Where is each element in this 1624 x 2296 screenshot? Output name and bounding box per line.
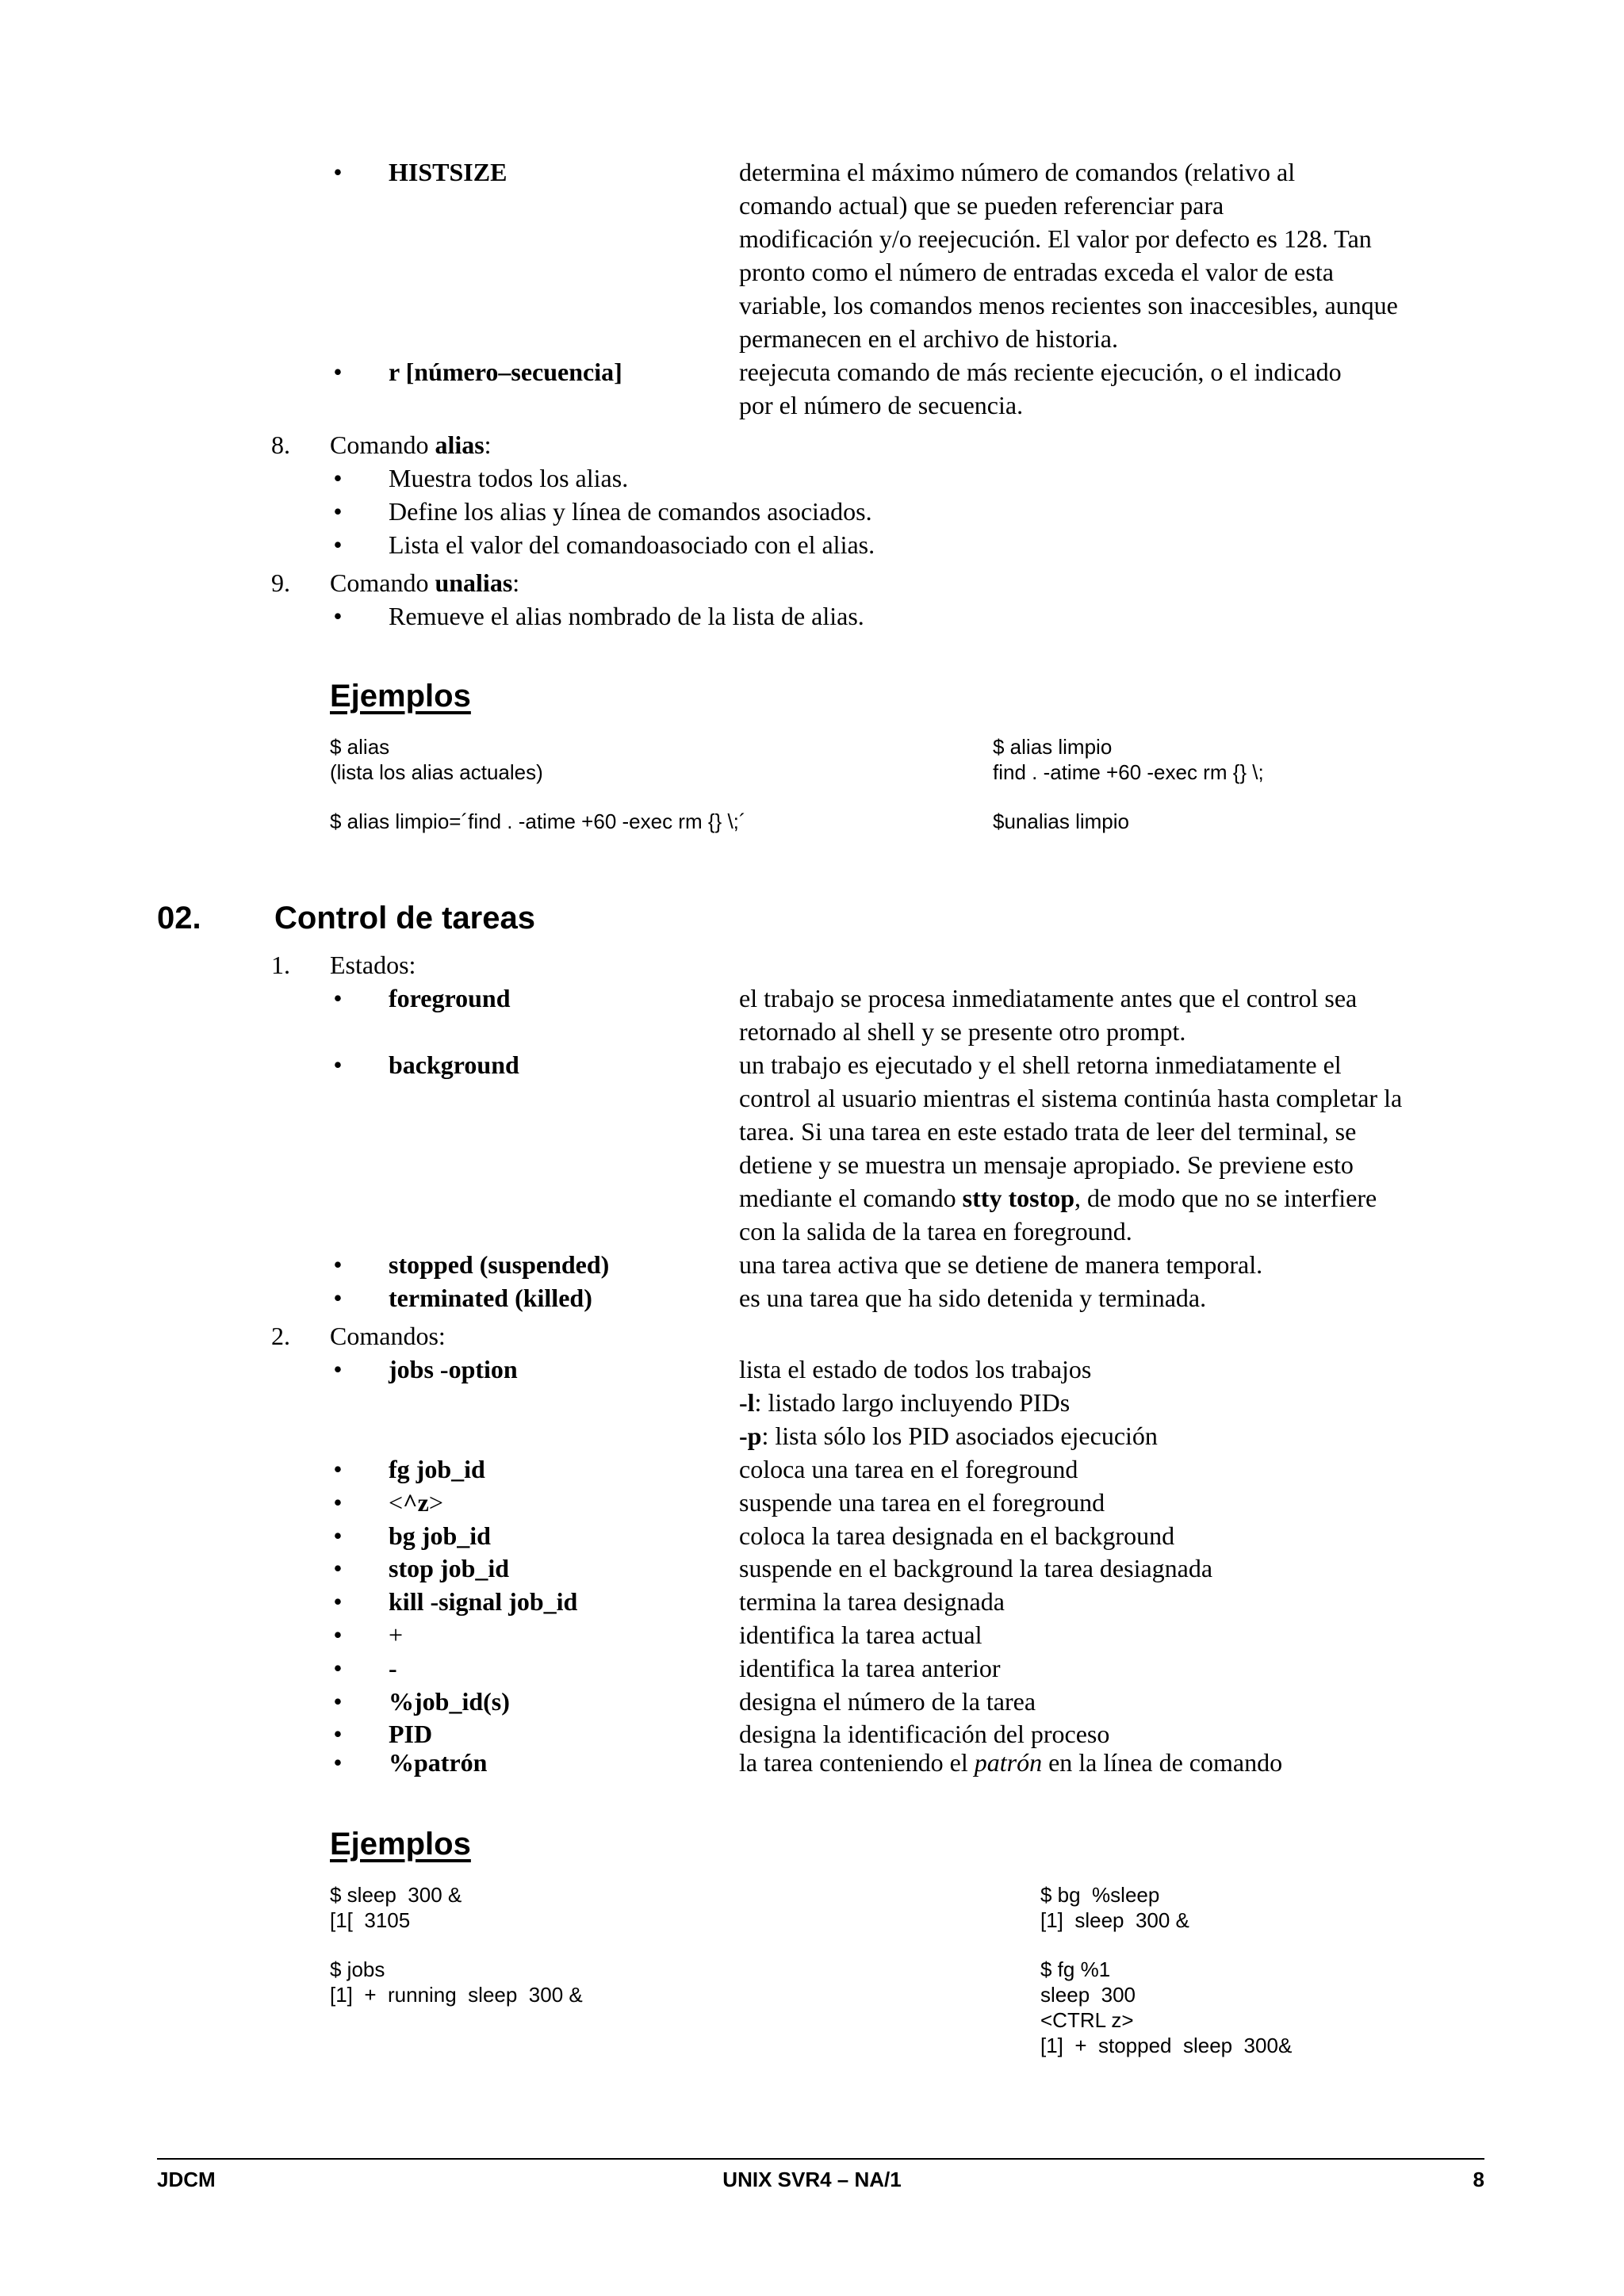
bullet: • [333,602,343,630]
page-number: 8 [1473,2168,1484,2191]
description-line: comando actual) que se pueden referenciar para [739,191,1224,220]
state-term: background [389,1050,519,1079]
command-description [739,1746,1484,1779]
item-label: Comando alias: [330,430,492,459]
section-title: Control de tareas [274,901,535,936]
description-line: detiene y se muestra un mensaje apropiado. Se previene esto [739,1150,1354,1179]
state-term: foreground [389,984,511,1012]
description-line: -p: lista sólo los PID asociados ejecución [739,1422,1158,1450]
description-line: con la salida de la tarea en foreground. [739,1217,1132,1246]
command-term: + [389,1621,404,1649]
bullet: • [333,1488,343,1517]
description-line: la tarea conteniendo el patrón en la línea de comando [739,1748,1283,1777]
footer-title: UNIX SVR4 – NA/1 [722,2168,902,2191]
bullet: • [333,1720,343,1748]
bullet: • [333,1050,343,1079]
bullet: • [333,1455,343,1483]
r-command-term: r [número–secuencia] [389,358,622,386]
histsize-description [739,155,1484,355]
description-line: es una tarea que ha sido detenida y terminada. [739,1284,1207,1312]
item-number: 9. [271,568,290,597]
command-description: designa la identificación del proceso [739,1720,1110,1748]
examples-heading: Ejemplos [330,1827,471,1862]
footer-author: JDCM [157,2168,216,2191]
description-line: modificación y/o reejecución. El valor por defecto es 128. Tan [739,224,1372,253]
bullet: • [333,530,343,559]
bullet: • [333,1284,343,1312]
state-term: terminated (killed) [389,1284,592,1312]
description-line: tarea. Si una tarea en este estado trata de leer del terminal, se [739,1117,1357,1146]
description-line: -l: listado largo incluyendo PIDs [739,1388,1071,1417]
command-description [739,1353,1484,1452]
bullet: • [333,1587,343,1616]
code-example: $ sleep 300 & [1[ 3105 [330,1883,462,1932]
code-example: $ alias (lista los alias actuales) [330,735,543,784]
command-term: fg job_id [389,1455,485,1483]
code-example: $ bg %sleep [1] sleep 300 & [1040,1883,1189,1932]
description-line: pronto como el número de entradas exceda el valor de esta [739,258,1334,286]
bullet-text: Define los alias y línea de comandos asociados. [389,497,872,526]
code-example: $ alias limpio=´find . -atime +60 -exec rm {} \;´ [330,809,746,833]
command-term: %job_id(s) [389,1687,510,1716]
description-line: un trabajo es ejecutado y el shell retorna inmediatamente el [739,1050,1342,1079]
command-description: suspende en el background la tarea desiagnada [739,1554,1213,1582]
r-command-description [739,355,1484,422]
command-description: coloca la tarea designada en el background [739,1521,1175,1550]
command-term: kill -signal job_id [389,1587,578,1616]
description-line: el trabajo se procesa inmediatamente antes que el control sea [739,984,1358,1012]
command-term: stop job_id [389,1554,510,1582]
description-line: lista el estado de todos los trabajos [739,1355,1092,1383]
code-example: $ alias limpio find . -atime +60 -exec rm {} \; [993,735,1264,784]
bullet: • [333,1687,343,1716]
bullet: • [333,1748,343,1777]
command-term: jobs -option [389,1355,518,1383]
bullet: • [333,1355,343,1383]
command-description: identifica la tarea anterior [739,1654,1001,1682]
code-example: $unalias limpio [993,809,1129,833]
bullet: • [333,497,343,526]
code-example: $ fg %1 sleep 300 <CTRL z> [1] + stopped sleep 300& [1040,1957,1293,2057]
description-line: control al usuario mientras el sistema continúa hasta completar la [739,1084,1403,1112]
description-line: reejecuta comando de más reciente ejecución, o el indicado [739,358,1342,386]
item-label: Comandos: [330,1322,446,1350]
command-term: - [389,1654,397,1682]
state-description [739,1281,1484,1314]
command-description: suspende una tarea en el foreground [739,1488,1105,1517]
state-description [739,1048,1484,1248]
command-term: PID [389,1720,433,1748]
examples-heading: Ejemplos [330,679,471,714]
bullet: • [333,1554,343,1582]
code-example: $ jobs [1] + running sleep 300 & [330,1957,583,2007]
item-label: Comando unalias: [330,568,520,597]
section-number: 02. [157,901,201,936]
description-line: por el número de secuencia. [739,391,1024,419]
description-line: mediante el comando stty tostop, de modo que no se interfiere [739,1184,1377,1212]
footer-rule [157,2158,1484,2160]
description-line: variable, los comandos menos recientes son inaccesibles, aunque [739,291,1398,320]
bullet-text: Lista el valor del comandoasociado con el alias. [389,530,875,559]
command-description: designa el número de la tarea [739,1687,1036,1716]
item-number: 2. [271,1322,290,1350]
bullet: • [333,1654,343,1682]
bullet: • [333,158,343,186]
item-label: Estados: [330,951,416,979]
bullet: • [333,464,343,492]
state-description [739,982,1484,1048]
bullet: • [333,1250,343,1279]
description-line: retornado al shell y se presente otro prompt. [739,1017,1186,1046]
command-term: <^z> [389,1488,443,1517]
bullet-text: Muestra todos los alias. [389,464,629,492]
command-term: bg job_id [389,1521,491,1550]
command-description: termina la tarea designada [739,1587,1005,1616]
bullet: • [333,1521,343,1550]
state-description [739,1248,1484,1281]
bullet: • [333,1621,343,1649]
state-term: stopped (suspended) [389,1250,610,1279]
command-term: %patrón [389,1748,488,1777]
command-description: identifica la tarea actual [739,1621,982,1649]
description-line: determina el máximo número de comandos (relativo al [739,158,1296,186]
item-number: 1. [271,951,290,979]
bullet: • [333,358,343,386]
description-line: una tarea activa que se detiene de manera temporal. [739,1250,1263,1279]
command-description: coloca una tarea en el foreground [739,1455,1078,1483]
bullet-text: Remueve el alias nombrado de la lista de alias. [389,602,864,630]
histsize-term: HISTSIZE [389,158,508,186]
bullet: • [333,984,343,1012]
item-number: 8. [271,430,290,459]
description-line: permanecen en el archivo de historia. [739,324,1118,353]
